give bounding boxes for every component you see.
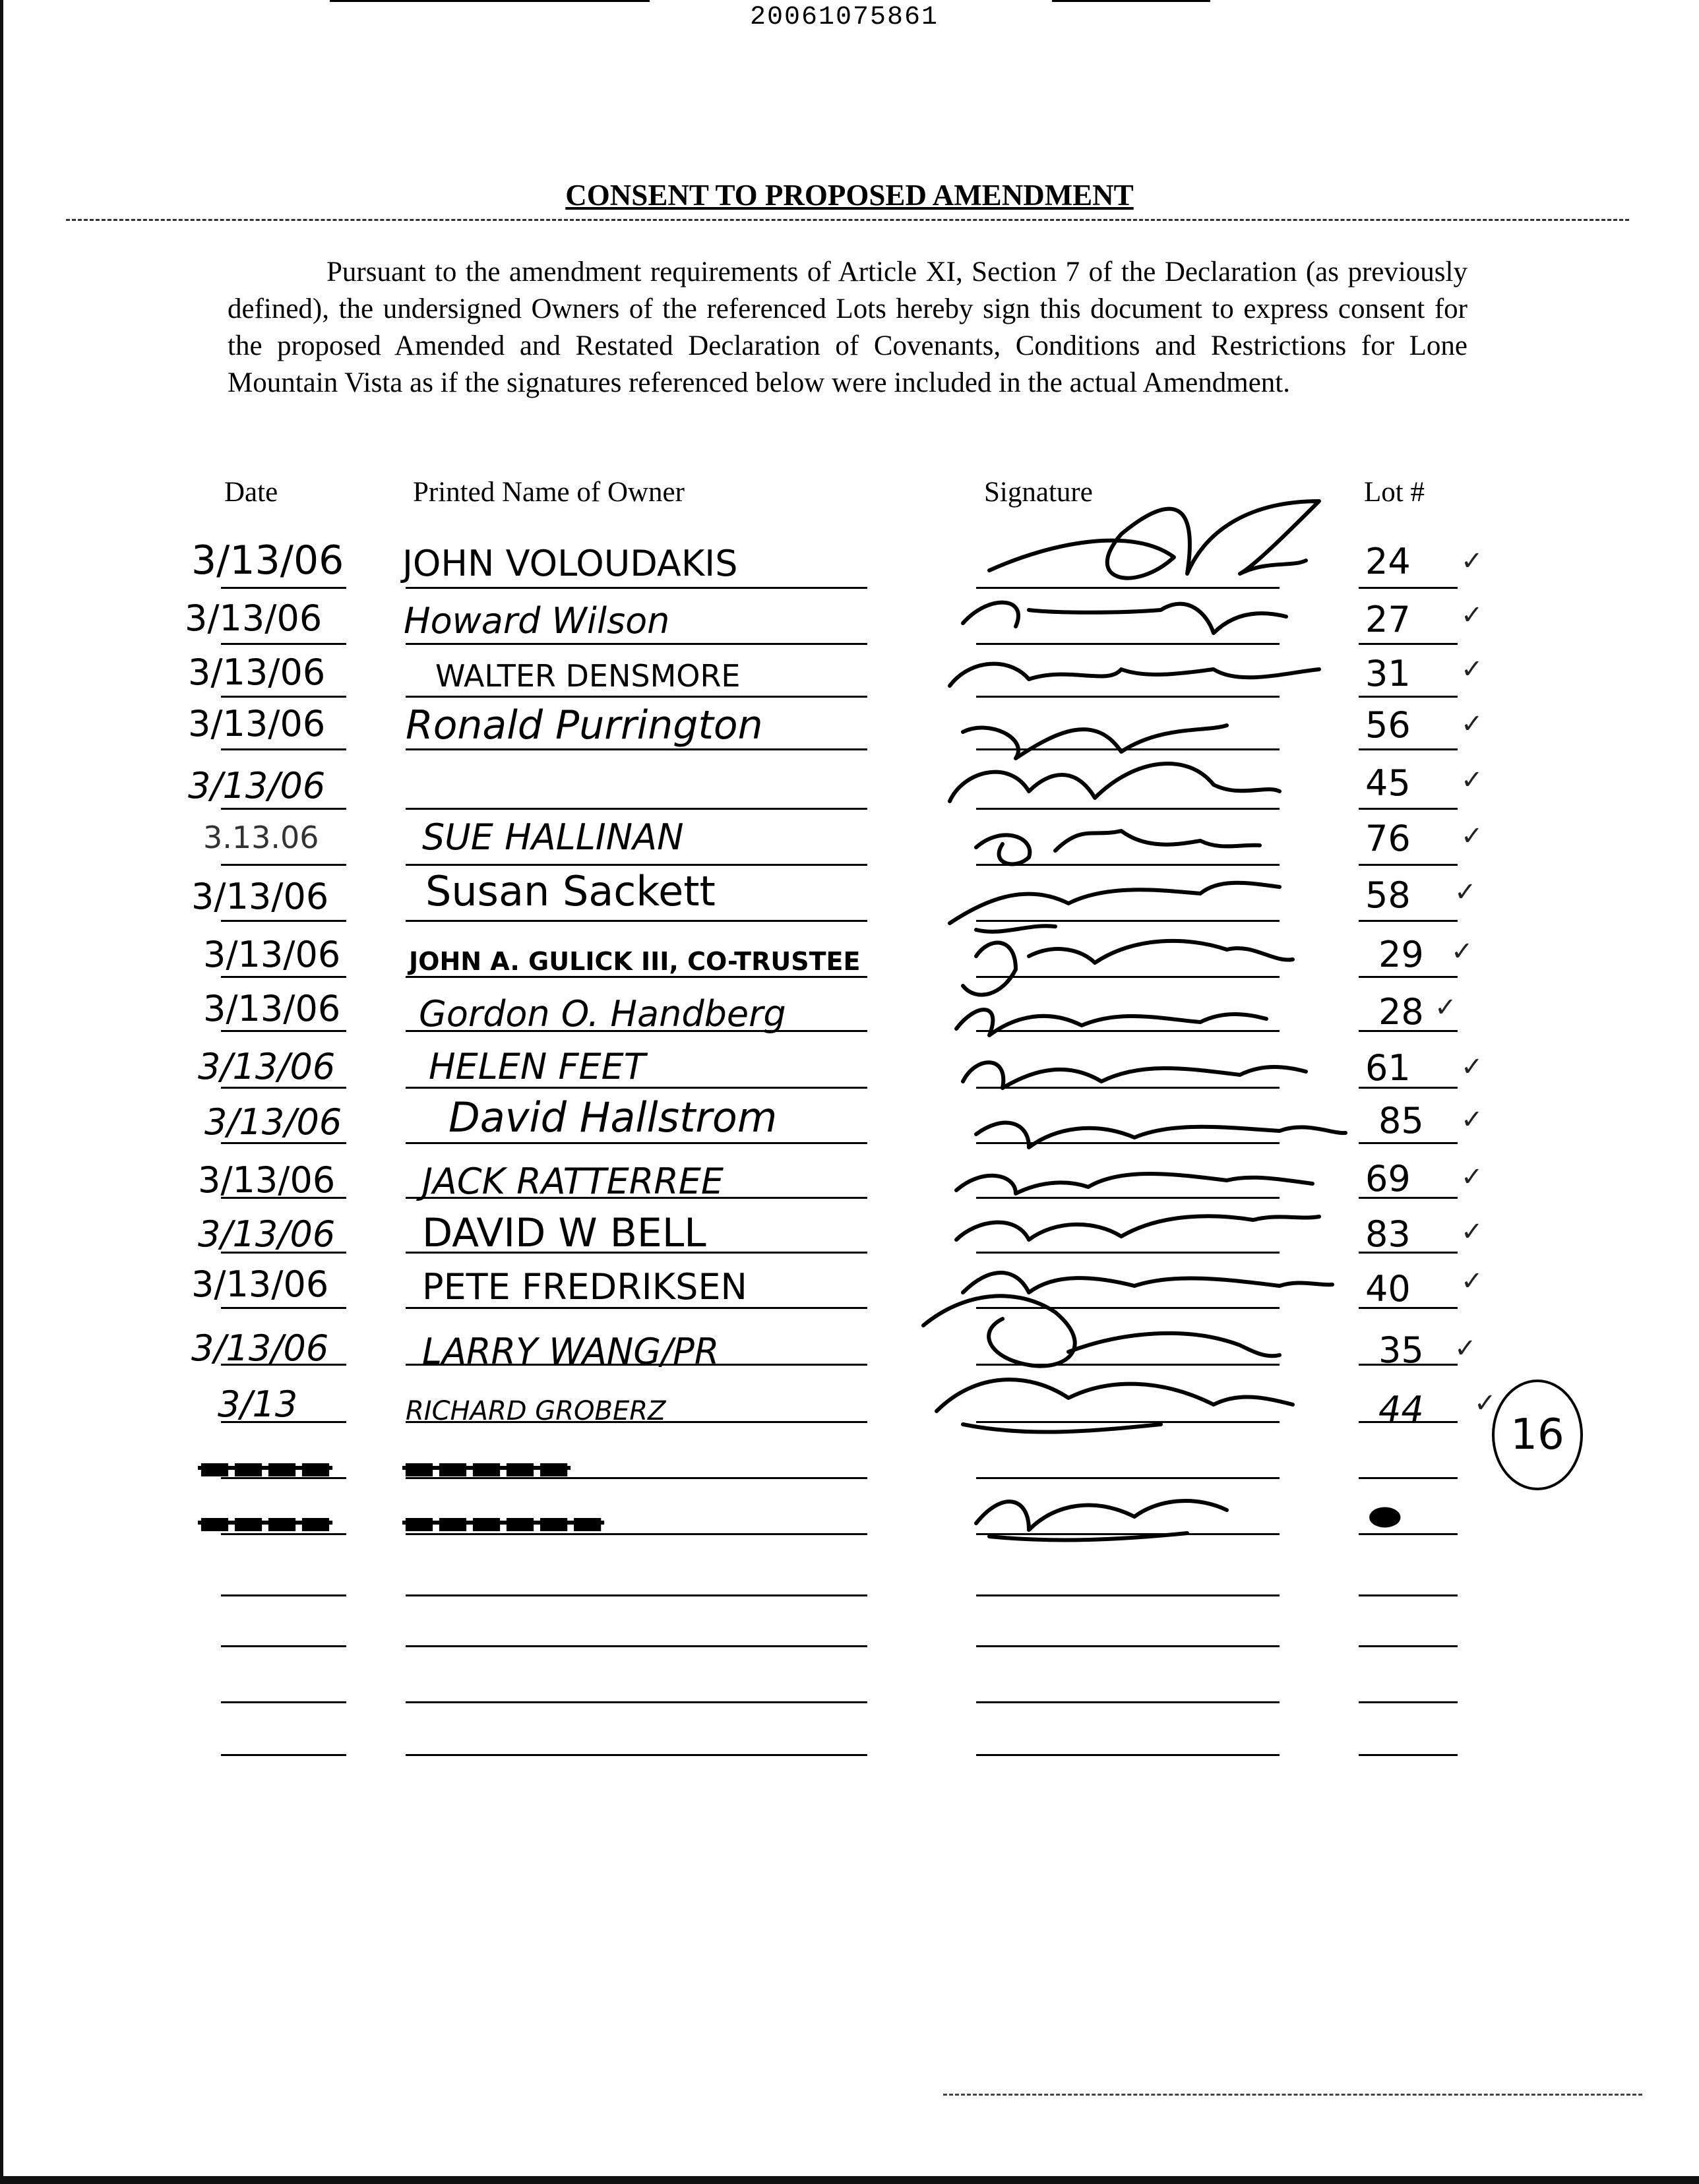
- row-printed-name: PETE FREDRIKSEN: [422, 1266, 747, 1308]
- struck-name: ▬▬▬▬▬: [402, 1446, 571, 1488]
- row-lot-number: 27: [1365, 599, 1411, 640]
- column-header-printed-name: Printed Name of Owner: [413, 477, 685, 508]
- check-mark-icon: ✓: [1461, 546, 1483, 576]
- row-lot-number: 28: [1378, 991, 1424, 1033]
- row-lot-number: 58: [1365, 874, 1411, 916]
- row-date: 3/13/06: [191, 1263, 329, 1305]
- row-date: 3/13/06: [185, 597, 323, 639]
- struck-lot: ⬬: [1369, 1494, 1402, 1539]
- check-mark-icon: ✓: [1461, 1217, 1483, 1247]
- row-printed-name: JOHN VOLOUDAKIS: [402, 543, 738, 584]
- row-lot-number: 44: [1378, 1389, 1424, 1430]
- column-header-date: Date: [224, 477, 278, 508]
- check-mark-icon: ✓: [1461, 765, 1483, 795]
- column-header-signature: Signature: [984, 477, 1093, 508]
- row-printed-name: WALTER DENSMORE: [435, 658, 741, 694]
- row-printed-name: RICHARD GROBERZ: [406, 1396, 666, 1426]
- row-printed-name: SUE HALLINAN: [422, 816, 684, 858]
- row-printed-name: Susan Sackett: [425, 867, 716, 915]
- row-lot-number: 56: [1365, 704, 1411, 746]
- check-mark-icon: ✓: [1461, 1105, 1483, 1135]
- row-date: 3/13/06: [188, 765, 326, 806]
- bottom-dashed-line: [943, 2094, 1642, 2096]
- column-header-lot: Lot #: [1364, 477, 1425, 508]
- row-lot-number: 76: [1365, 818, 1411, 859]
- check-mark-icon: ✓: [1461, 709, 1483, 739]
- row-lot-number: 24: [1365, 541, 1411, 582]
- check-mark-icon: ✓: [1451, 936, 1473, 967]
- row-lot-number: 61: [1365, 1047, 1411, 1089]
- check-mark-icon: ✓: [1454, 1333, 1477, 1364]
- row-date: 3.13.06: [203, 820, 319, 855]
- struck-date: ▬▬▬▬: [198, 1501, 333, 1542]
- struck-name: ▬▬▬▬▬▬: [402, 1501, 605, 1542]
- row-printed-name: HELEN FEET: [429, 1046, 646, 1087]
- row-printed-name: LARRY WANG/PR: [422, 1331, 720, 1372]
- check-mark-icon: ✓: [1461, 1162, 1483, 1192]
- row-printed-name: Ronald Purrington: [406, 702, 763, 748]
- check-mark-icon: ✓: [1461, 821, 1483, 851]
- row-date: 3/13/06: [198, 1046, 336, 1087]
- row-lot-number: 83: [1365, 1213, 1411, 1255]
- row-printed-name: David Hallstrom: [448, 1093, 778, 1141]
- document-number: 20061075861: [749, 3, 939, 32]
- row-lot-number: 85: [1378, 1100, 1424, 1141]
- total-count-circle: 16: [1492, 1380, 1583, 1490]
- row-date: 3/13/06: [188, 652, 326, 693]
- row-date: 3/13/06: [191, 1327, 329, 1369]
- check-mark-icon: ✓: [1461, 600, 1483, 630]
- row-date: 3/13/06: [203, 934, 341, 975]
- row-printed-name: Gordon O. Handberg: [419, 993, 786, 1035]
- row-date: 3/13/06: [191, 876, 329, 917]
- row-date: 3/13/06: [204, 1101, 342, 1143]
- check-mark-icon: ✓: [1461, 654, 1483, 684]
- row-date: 3/13: [218, 1383, 298, 1425]
- row-date: 3/13/06: [203, 988, 341, 1029]
- check-mark-icon: ✓: [1454, 877, 1477, 907]
- page-title: CONSENT TO PROPOSED AMENDMENT: [565, 179, 1134, 212]
- row-date: 3/13/06: [188, 703, 326, 744]
- check-mark-icon: ✓: [1461, 1266, 1483, 1296]
- row-date: 3/13/06: [198, 1159, 336, 1201]
- check-mark-icon: ✓: [1474, 1388, 1497, 1418]
- row-lot-number: 40: [1365, 1268, 1411, 1310]
- row-printed-name: JACK RATTERREE: [422, 1161, 724, 1202]
- row-lot-number: 31: [1365, 653, 1411, 694]
- row-lot-number: 45: [1365, 762, 1411, 804]
- check-mark-icon: ✓: [1461, 1052, 1483, 1082]
- row-printed-name: Howard Wilson: [404, 600, 670, 642]
- row-printed-name: DAVID W BELL: [422, 1210, 706, 1256]
- row-lot-number: 69: [1365, 1158, 1411, 1199]
- check-mark-icon: ✓: [1435, 992, 1457, 1023]
- row-lot-number: 29: [1378, 934, 1424, 975]
- row-date: 3/13/06: [198, 1213, 336, 1255]
- row-date: 3/13/06: [191, 537, 344, 584]
- row-lot-number: 35: [1378, 1329, 1424, 1371]
- row-printed-name: JOHN A. GULICK III, CO-TRUSTEE: [409, 947, 861, 976]
- consent-paragraph: Pursuant to the amendment requirements of Article XI, Section 7 of the Declaration (as previously defined), the undersigned Owners of the referenced Lots hereby sign this document to express consent for the proposed Amended and Restated Declaration of Covenants, Conditions and Restrictions for Lone Mountain Vista as if the signatures referenced below were included in the actual Amendment.: [228, 257, 1467, 398]
- struck-date: ▬▬▬▬: [198, 1446, 333, 1488]
